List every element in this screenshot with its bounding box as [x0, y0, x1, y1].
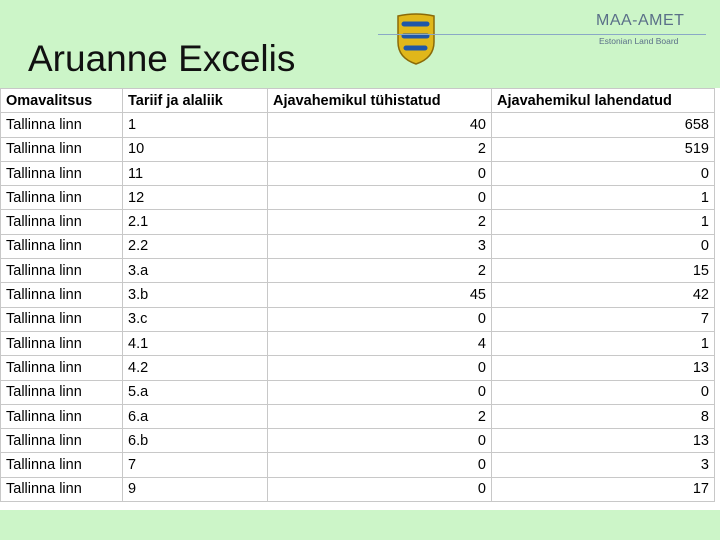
tariif-cell[interactable]: 3.b	[123, 283, 268, 307]
omavalitsus-cell[interactable]: Tallinna linn	[1, 113, 123, 137]
lahendatud-cell[interactable]: 0	[492, 161, 715, 185]
tuhistatud-cell[interactable]: 0	[268, 429, 492, 453]
tuhistatud-cell[interactable]: 4	[268, 331, 492, 355]
tariif-cell[interactable]: 11	[123, 161, 268, 185]
table-row	[1, 210, 715, 234]
table-row	[1, 307, 715, 331]
tuhistatud-cell[interactable]: 2	[268, 210, 492, 234]
omavalitsus-cell[interactable]: Tallinna linn	[1, 453, 123, 477]
table-row	[1, 113, 715, 137]
tuhistatud-cell[interactable]: 2	[268, 259, 492, 283]
lahendatud-cell[interactable]: 0	[492, 380, 715, 404]
omavalitsus-cell[interactable]: Tallinna linn	[1, 137, 123, 161]
tariif-cell[interactable]: 6.a	[123, 404, 268, 428]
tuhistatud-cell[interactable]: 0	[268, 161, 492, 185]
tariif-cell[interactable]: 3.a	[123, 259, 268, 283]
omavalitsus-cell[interactable]: Tallinna linn	[1, 283, 123, 307]
lahendatud-cell[interactable]: 658	[492, 113, 715, 137]
table-row	[1, 404, 715, 428]
tuhistatud-cell[interactable]: 2	[268, 404, 492, 428]
table-row	[1, 356, 715, 380]
tariif-cell[interactable]: 5.a	[123, 380, 268, 404]
lahendatud-cell[interactable]: 13	[492, 429, 715, 453]
lahendatud-cell[interactable]: 13	[492, 356, 715, 380]
omavalitsus-cell[interactable]: Tallinna linn	[1, 307, 123, 331]
slide-footer-band	[0, 510, 720, 540]
lahendatud-cell[interactable]: 15	[492, 259, 715, 283]
lahendatud-cell[interactable]: 1	[492, 186, 715, 210]
tariif-cell[interactable]: 12	[123, 186, 268, 210]
omavalitsus-cell[interactable]: Tallinna linn	[1, 259, 123, 283]
table-row	[1, 331, 715, 355]
tariif-cell[interactable]: 2.2	[123, 234, 268, 258]
tariif-cell[interactable]: 6.b	[123, 429, 268, 453]
table-row	[1, 234, 715, 258]
lahendatud-cell[interactable]: 17	[492, 477, 715, 501]
tuhistatud-cell[interactable]: 0	[268, 380, 492, 404]
omavalitsus-cell[interactable]: Tallinna linn	[1, 477, 123, 501]
coat-of-arms-logo	[394, 12, 438, 66]
brand-name: MAA-AMET	[596, 12, 685, 29]
omavalitsus-cell[interactable]: Tallinna linn	[1, 429, 123, 453]
header-cell-tariif[interactable]: Tariif ja alaliik	[123, 89, 268, 113]
omavalitsus-cell[interactable]: Tallinna linn	[1, 331, 123, 355]
omavalitsus-cell[interactable]: Tallinna linn	[1, 234, 123, 258]
tariif-cell[interactable]: 4.1	[123, 331, 268, 355]
table-row	[1, 259, 715, 283]
brand-divider	[378, 34, 706, 35]
omavalitsus-cell[interactable]: Tallinna linn	[1, 404, 123, 428]
table-row	[1, 477, 715, 501]
lahendatud-cell[interactable]: 8	[492, 404, 715, 428]
tariif-cell[interactable]: 9	[123, 477, 268, 501]
omavalitsus-cell[interactable]: Tallinna linn	[1, 210, 123, 234]
tariif-cell[interactable]: 2.1	[123, 210, 268, 234]
tuhistatud-cell[interactable]: 0	[268, 186, 492, 210]
tuhistatud-cell[interactable]: 3	[268, 234, 492, 258]
table-row	[1, 186, 715, 210]
lahendatud-cell[interactable]: 519	[492, 137, 715, 161]
header-cell-omavalitsus[interactable]: Omavalitsus	[1, 89, 123, 113]
tuhistatud-cell[interactable]: 0	[268, 477, 492, 501]
tuhistatud-cell[interactable]: 0	[268, 307, 492, 331]
tuhistatud-cell[interactable]: 45	[268, 283, 492, 307]
lahendatud-cell[interactable]: 3	[492, 453, 715, 477]
lahendatud-cell[interactable]: 1	[492, 331, 715, 355]
report-table	[0, 88, 715, 502]
tariif-cell[interactable]: 3.c	[123, 307, 268, 331]
omavalitsus-cell[interactable]: Tallinna linn	[1, 161, 123, 185]
tariif-cell[interactable]: 1	[123, 113, 268, 137]
slide-title: Aruanne Excelis	[28, 38, 296, 79]
omavalitsus-cell[interactable]: Tallinna linn	[1, 356, 123, 380]
spreadsheet-area	[0, 88, 720, 510]
header-row	[1, 89, 715, 113]
tuhistatud-cell[interactable]: 0	[268, 453, 492, 477]
tariif-cell[interactable]: 7	[123, 453, 268, 477]
lahendatud-cell[interactable]: 7	[492, 307, 715, 331]
table-row	[1, 283, 715, 307]
tuhistatud-cell[interactable]: 2	[268, 137, 492, 161]
header-cell-lahendatud[interactable]: Ajavahemikul lahendatud	[492, 89, 715, 113]
table-row	[1, 137, 715, 161]
tariif-cell[interactable]: 10	[123, 137, 268, 161]
table-row	[1, 453, 715, 477]
lahendatud-cell[interactable]: 0	[492, 234, 715, 258]
omavalitsus-cell[interactable]: Tallinna linn	[1, 186, 123, 210]
tuhistatud-cell[interactable]: 0	[268, 356, 492, 380]
header-cell-tuhistatud[interactable]: Ajavahemikul tühistatud	[268, 89, 492, 113]
table-row	[1, 161, 715, 185]
lahendatud-cell[interactable]: 42	[492, 283, 715, 307]
lahendatud-cell[interactable]: 1	[492, 210, 715, 234]
table-row	[1, 429, 715, 453]
tuhistatud-cell[interactable]: 40	[268, 113, 492, 137]
tariif-cell[interactable]: 4.2	[123, 356, 268, 380]
table-row	[1, 380, 715, 404]
brand-subtitle: Estonian Land Board	[599, 36, 679, 46]
omavalitsus-cell[interactable]: Tallinna linn	[1, 380, 123, 404]
